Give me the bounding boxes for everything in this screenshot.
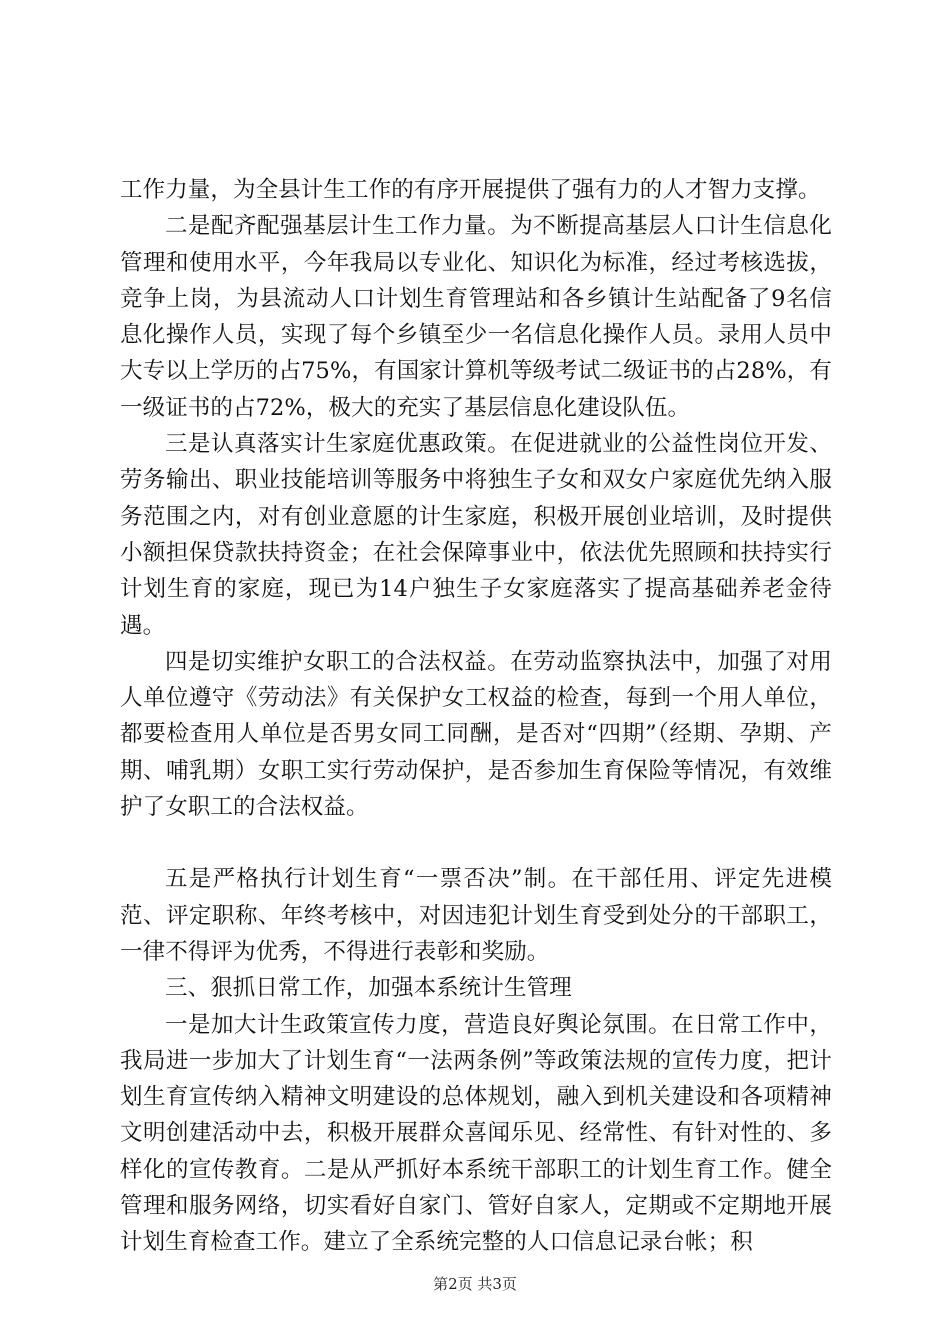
document-body: [120, 172, 832, 1261]
section-heading-daily-work: 三、狠抓日常工作，加强本系统计生管理: [165, 975, 572, 1002]
paragraph-family-policy: 三是认真落实计生家庭优惠政策。在促进就业的公益性岗位开发、劳务输出、职业技能培训等服务中将独生子女和双女户家庭优先纳入服务范围之内，对有创业意愿的计生家庭，积极开展创业培训，及时提供小额担保贷款扶持资金；在社会保障事业中，依法优先照顾和扶持实行计划生育的家庭，现已为14户独生子女家庭落实了提高基础养老金待遇。: [120, 431, 832, 639]
paragraph-female-worker-rights: 四是切实维护女职工的合法权益。在劳动监察执法中，加强了对用人单位遵守《劳动法》有关保护女工权益的检查，每到一个用人单位，都要检查用人单位是否男女同工同酬，是否对“四期”（经期、孕期、产期、哺乳期）女职工实行劳动保护，是否参加生育保险等情况，有效维护了女职工的合法权益。: [120, 648, 832, 821]
paragraph-gap: [120, 825, 832, 861]
paragraph-continuation: 工作力量，为全县计生工作的有序开展提供了强有力的人才智力支撑。: [120, 177, 821, 203]
paragraph-publicity: 一是加大计生政策宣传力度，营造良好舆论氛围。在日常工作中，我局进一步加大了计划生育“一法两条例”等政策法规的宣传力度，把计划生育宣传纳入精神文明建设的总体规划，融入到机关建设和各项精神文明创建活动中去，积极开展群众喜闻乐见、经常性、有针对性的、多样化的宣传教育。二是从严抓好本系统干部职工的计划生育工作。健全管理和服务网络，切实看好自家门、管好自家人，定期或不定期地开展计划生育检查工作。建立了全系统完整的人口信息记录台帐；积: [120, 1011, 832, 1256]
paragraph-one-vote-veto: 五是严格执行计划生育“一票否决”制。在干部任用、评定先进模范、评定职称、年终考核中，对因违犯计划生育受到处分的干部职工，一律不得评为优秀，不得进行表彰和奖励。: [120, 866, 832, 965]
page-footer: 第2页 共3页: [433, 1275, 517, 1293]
paragraph-grassroots-staffing: 二是配齐配强基层计生工作力量。为不断提高基层人口计生信息化管理和使用水平，今年我局以专业化、知识化为标准，经过考核选拔，竞争上岗，为县流动人口计划生育管理站和各乡镇计生站配备了9名信息化操作人员，实现了每个乡镇至少一名信息化操作人员。录用人员中大专以上学历的占75%，有国家计算机等级考试二级证书的占28%，有一级证书的占72%，极大的充实了基层信息化建设队伍。: [120, 213, 832, 421]
